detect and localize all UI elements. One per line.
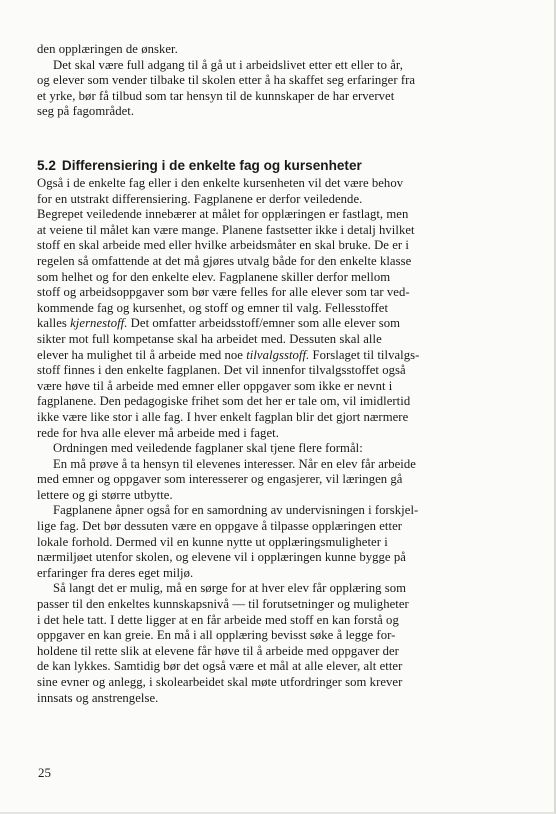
text-line <box>37 503 455 519</box>
text-line <box>37 192 455 208</box>
text-line <box>37 238 455 254</box>
text-line <box>37 488 455 504</box>
text-line <box>37 675 455 691</box>
text-line <box>37 535 455 551</box>
text-run: de kan lykkes. Samtidig bør det også være et mål at alle elever, alt etter <box>37 659 403 674</box>
text-run: Fagplanene åpner også for en samordning av undervisningen i forskjel- <box>53 503 419 518</box>
text-line <box>37 457 455 473</box>
text-line <box>37 270 455 286</box>
text-line <box>37 613 455 629</box>
text-run: kommende fag og kursenhet, og stoff og emner til valg. Fellesstoffet <box>37 300 389 315</box>
text-line <box>37 566 455 582</box>
text-run: sine evner og anlegg, i skolearbeidet skal møte utfordringer som krever <box>37 675 403 689</box>
text-line <box>37 223 455 239</box>
text-run: Også i de enkelte fag eller i den enkelte kursenheten vil det være behov <box>37 176 404 190</box>
text-line <box>37 363 455 379</box>
italic-term: kjernestoff. <box>70 316 128 331</box>
text-run: stoff finnes i den enkelte fagplanen. Det vil innenfor tilvalgsstoffet også <box>37 363 406 378</box>
text-line <box>37 254 455 270</box>
text-run: stoff en skal arbeide med eller hvilke arbeidsmåter en skal bruke. De er i <box>37 238 409 253</box>
text-run: Det omfatter arbeidsstoff/emner som alle elever som <box>127 316 401 331</box>
text-run: Så langt det er mulig, må en sørge for at hver elev får opplæring som <box>53 581 407 596</box>
text-run: holdene til rette slik at elevene får høve til å arbeide med oppgaver der <box>37 643 399 658</box>
text-line <box>37 628 455 644</box>
text-run: En må prøve å ta hensyn til elevenes interesser. Når en elev får arbeide <box>53 456 416 471</box>
text-line: seg på fagområdet. <box>37 104 135 119</box>
text-run: Begrepet veiledende innebærer at målet for opplæringen er fastlagt, men <box>37 207 409 222</box>
text-line: et yrke, bør få tilbud som tar hensyn til de kunnskaper de har ervervet <box>37 88 395 103</box>
section-body <box>37 176 455 706</box>
text-run: passer til den enkeltes kunnskapsnivå — til forutsetninger og muligheter <box>37 597 409 612</box>
text-run: elever ha mulighet til å arbeide med noe <box>37 347 247 362</box>
text-run: ikke være like stor i alle fag. I hver enkelt fagplan blir det gjort nærmere <box>37 409 409 424</box>
section-number: 5.2 <box>37 158 56 173</box>
text-line <box>37 581 455 597</box>
text-line <box>37 659 455 675</box>
text-run: lokale forhold. Dermed vil en kunne nytte ut opplæringsmuligheter i <box>37 534 388 549</box>
text-line <box>37 379 455 395</box>
text-line <box>37 332 455 348</box>
text-run: rede for hva alle elever må arbeide med i faget. <box>37 425 279 440</box>
text-run: oppgaver en kan greie. En må i all opplæring bevisst søke å legge for- <box>37 628 396 643</box>
text-line <box>37 301 455 317</box>
text-line <box>37 348 455 364</box>
text-run: nærmiljøet utenfor skolen, og elevene vil i opplæringen kunne bygge på <box>37 550 406 565</box>
text-run: Ordningen med veiledende fagplaner skal tjene flere formål: <box>53 441 363 456</box>
text-run: stoff og arbeidsoppgaver som bør være felles for alle elever som tar ved- <box>37 285 410 300</box>
text-run: kalles <box>37 316 71 331</box>
text-run: innsats og anstrengelse. <box>37 690 159 705</box>
intro-paragraph <box>37 42 455 120</box>
text-line <box>37 285 455 301</box>
text-line <box>37 597 455 613</box>
text-line <box>37 691 455 707</box>
text-run: for en utstrakt differensiering. Fagplanene er derfor veiledende. <box>37 191 363 206</box>
text-run: i det hele tatt. I dette ligger at en får arbeide med stoff en kan forstå og <box>37 612 399 627</box>
text-line <box>37 394 455 410</box>
italic-term: tilvalgsstoff. <box>246 347 310 362</box>
text-run: lige fag. Det bør dessuten være en oppgave å tilpasse opplæringen etter <box>37 519 403 534</box>
text-run: med emner og oppgaver som interesserer og engasjerer, vil læringen gå <box>37 472 403 487</box>
text-line <box>37 644 455 660</box>
text-line <box>37 519 455 535</box>
text-run: at veiene til målet kan være mange. Planene fastsetter ikke i detalj hvilket <box>37 222 415 237</box>
text-line: og elever som vender tilbake til skolen etter å ha skaffet seg erfaringer fra <box>37 73 416 88</box>
text-run: fagplanene. Den pedagogiske frihet som det her er tale om, vil imidlertid <box>37 394 411 409</box>
text-line <box>37 441 455 457</box>
text-run: regelen så omfattende at det må gjøres utvalg både for den enkelte klasse <box>37 253 412 268</box>
text-line <box>37 316 455 332</box>
text-line <box>37 472 455 488</box>
text-run: erfaringer fra deres eget miljø. <box>37 565 194 580</box>
text-line <box>37 176 455 192</box>
text-line: den opplæringen de ønsker. <box>37 42 178 56</box>
text-run: Forslaget til tilvalgs- <box>309 347 420 362</box>
page-number: 25 <box>38 765 51 780</box>
text-run: lettere og gi større utbytte. <box>37 487 173 502</box>
section-heading <box>37 158 362 173</box>
text-line <box>37 410 455 426</box>
section-title: Differensiering i de enkelte fag og kursenheter <box>61 158 362 173</box>
text-run: sikter mot full kompetanse skal ha arbeidet med. Dessuten skal alle <box>37 331 382 346</box>
text-run: være høve til å arbeide med emner eller oppgaver som ikke er nevnt i <box>37 378 393 393</box>
text-line <box>37 426 455 442</box>
text-line <box>37 550 455 566</box>
text-line: Det skal være full adgang til å gå ut i arbeidslivet etter ett eller to år, <box>53 57 403 72</box>
text-line <box>37 207 455 223</box>
text-run: som helhet og for den enkelte elev. Fagplanene skiller derfor mellom <box>37 269 391 284</box>
